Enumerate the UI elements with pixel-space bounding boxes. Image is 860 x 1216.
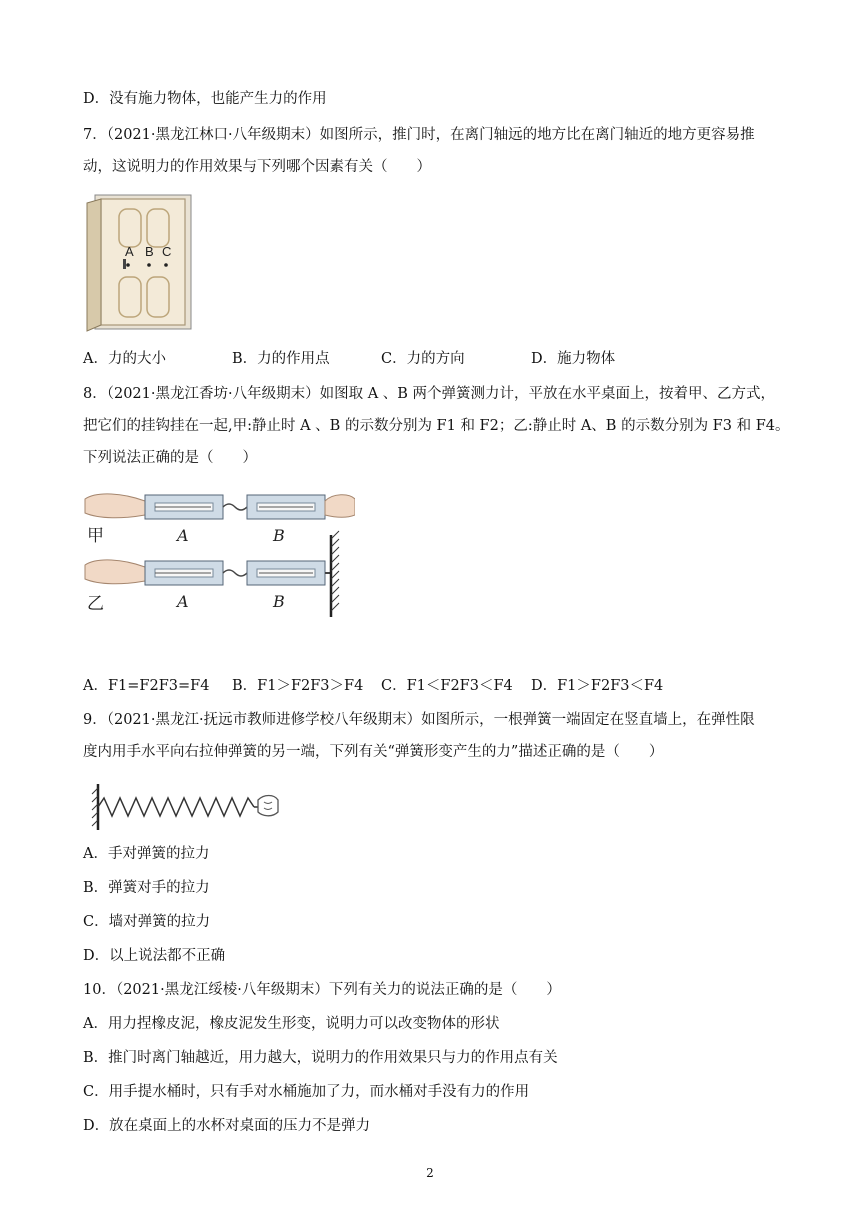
- q7-option-d: D．施力物体: [531, 351, 616, 367]
- q9-option-b: B．弹簧对手的拉力: [83, 880, 210, 896]
- q9-option-d: D．以上说法都不正确: [83, 948, 226, 964]
- q10-option-c: C．用手提水桶时，只有手对水桶施加了力，而水桶对手没有力的作用: [83, 1084, 530, 1100]
- label-a-bottom: A: [177, 592, 189, 611]
- label-b-top: B: [273, 526, 285, 545]
- q8-option-d: D．F1＞F2F3＜F4: [531, 678, 664, 694]
- q10-option-a: A．用力捏橡皮泥，橡皮泥发生形变，说明力可以改变物体的形状: [83, 1016, 500, 1032]
- q8-option-a: A．F1=F2F3=F4: [83, 678, 210, 694]
- q10-option-d: D．放在桌面上的水杯对桌面的压力不是弹力: [83, 1118, 371, 1134]
- q9-option-a: A．手对弹簧的拉力: [83, 846, 210, 862]
- label-a-top: A: [177, 526, 189, 545]
- q7-option-b: B．力的作用点: [232, 351, 330, 367]
- label-jia: 甲: [87, 526, 104, 546]
- q8-stem-line3: 下列说法正确的是（ ）: [83, 450, 257, 466]
- q9-stem-line1: 9．（2021·黑龙江·抚远市教师进修学校八年级期末）如图所示，一根弹簧一端固定在竖直墙上，在弹性限: [83, 712, 755, 728]
- q10-stem: 10．（2021·黑龙江绥棱·八年级期末）下列有关力的说法正确的是（ ）: [83, 982, 561, 998]
- q8-option-c: C．F1＜F2F3＜F4: [381, 678, 513, 694]
- spring-wall-figure: [90, 780, 282, 834]
- q10-option-b: B．推门时离门轴越近，用力越大，说明力的作用效果只与力的作用点有关: [83, 1050, 558, 1066]
- q8-stem-line1: 8．（2021·黑龙江香坊·八年级期末）如图取 A 、B 两个弹簧测力计，平放在水平桌面上，按着甲、乙方式，: [83, 386, 776, 402]
- door-figure: [83, 193, 195, 333]
- spring-scales-figure: [83, 485, 355, 625]
- q6-option-d: D．没有施力物体，也能产生力的作用: [83, 91, 327, 107]
- q8-options: [83, 676, 783, 696]
- page-number: 2: [426, 1166, 434, 1180]
- q8-stem-line2: 把它们的挂钩挂在一起,甲:静止时 A 、B 的示数分别为 F1 和 F2；乙:静止时 A、B 的示数分别为 F3 和 F4。: [83, 418, 790, 434]
- label-b-bottom: B: [273, 592, 285, 611]
- q7-stem-line1: 7．（2021·黑龙江林口·八年级期末）如图所示，推门时，在离门轴远的地方比在离门轴近的地方更容易推: [83, 127, 755, 143]
- q7-options: [83, 349, 783, 369]
- door-label-b: B: [145, 244, 154, 259]
- label-yi: 乙: [87, 594, 104, 614]
- q9-stem-line2: 度内用手水平向右拉伸弹簧的另一端，下列有关“弹簧形变产生的力”描述正确的是（ ）: [83, 744, 664, 760]
- q9-option-c: C．墙对弹簧的拉力: [83, 914, 211, 930]
- q7-stem-line2: 动，这说明力的作用效果与下列哪个因素有关（ ）: [83, 159, 431, 175]
- q7-option-a: A．力的大小: [83, 351, 166, 367]
- door-label-a: A: [125, 244, 134, 259]
- q7-option-c: C．力的方向: [381, 351, 465, 367]
- door-label-c: C: [162, 244, 172, 259]
- q8-option-b: B．F1＞F2F3＞F4: [232, 678, 364, 694]
